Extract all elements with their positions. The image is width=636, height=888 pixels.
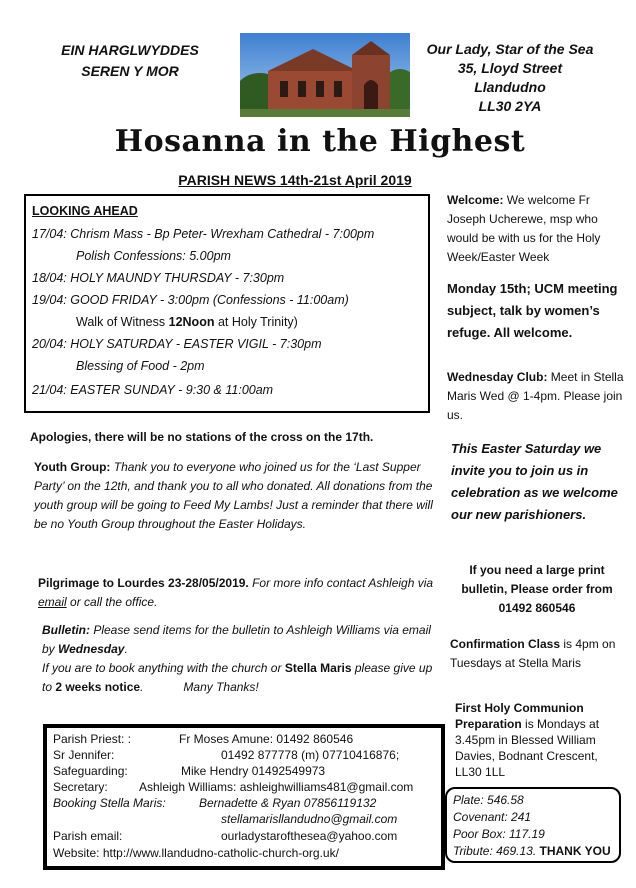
event-line: 21/04: EASTER SUNDAY - 9:30 & 11:00am (32, 383, 274, 397)
first-communion-notice (455, 700, 625, 780)
welcome-text: We welcome Fr Joseph Ucherewe, msp who would be with us for the Holy Week/Easter Week (447, 193, 601, 264)
contact-row (53, 748, 400, 762)
collection-covenant: Covenant: 241 (453, 810, 532, 824)
collections-box (445, 787, 621, 863)
youth-group-notice (34, 458, 434, 534)
contact-value: Mike Hendry 01492549973 (181, 764, 326, 778)
pilgrimage-tail: or call the office. (66, 595, 158, 609)
event-line: 18/04: HOLY MAUNDY THURSDAY - 7:30pm (32, 271, 285, 285)
website-link[interactable]: http://www.llandudno-catholic-church-org.uk/ (102, 846, 339, 860)
bulletin-label: Bulletin: (42, 623, 90, 637)
confirmation-label: Confirmation Class (450, 637, 561, 651)
looking-ahead-box (24, 194, 430, 413)
apologies-notice: Apologies, there will be no stations of the cross on the 17th. (30, 430, 374, 444)
welcome-notice (447, 191, 629, 267)
bulletin-notice: Bulletin: Please send items for the bulletin to Ashleigh Williams via email by Wednesday. If you are to book anything with the church or Stella Maris please give up to 2 weeks notice. Many Thanks! (42, 623, 433, 694)
first-communion-label: First Holy Communion Preparation (455, 701, 584, 731)
bulletin-text: Please send items for the bulletin to Ashleigh Williams via email by (42, 623, 431, 656)
church-photo (240, 33, 410, 117)
contact-label: Secretary: (53, 780, 108, 794)
church-address (410, 40, 610, 116)
welsh-church-name (40, 40, 220, 82)
bulletin-thanks: Many Thanks! (183, 680, 259, 694)
page-subtitle: PARISH NEWS 14th-21st April 2019 (178, 172, 412, 188)
event-line: 19/04: GOOD FRIDAY - 3:00pm (Confessions - 11:00am) (32, 293, 349, 307)
contact-box (43, 724, 445, 870)
booking-text: If you are to book anything with the church or (42, 661, 285, 675)
confirmation-text: is 4pm on Tuesdays at Stella Maris (450, 637, 616, 670)
booking-text-2: please give up to (42, 661, 433, 694)
first-communion-text: is Mondays at 3.45pm in Blessed William Davies, Bodnant Crescent, LL30 1LL (455, 717, 600, 779)
booking-notice-period: 2 weeks notice (55, 680, 141, 694)
wednesday-club-text: Meet in Stella Maris Wed @ 1-4pm. Please join us. (447, 370, 624, 422)
easter-saturday-notice: This Easter Saturday we invite you to join us in celebration as we welcome our new parishioners. (451, 441, 618, 522)
collection-plate: Plate: 546.58 (453, 793, 524, 807)
welsh-line-1: EIN HARGLWYDDES (61, 42, 199, 58)
youth-group-text: Thank you to everyone who joined us for the ‘Last Supper Party’ on the 12th, and thank you to all who donated. All donations from the youth group will be going to Feed My Lambs! Just a reminder that there will be no Youth Group throughout the Easter Holidays. (34, 460, 433, 531)
wednesday-club-notice (447, 368, 627, 425)
walk-witness-time: 12Noon (168, 315, 215, 329)
contact-label: Parish Priest: : (53, 732, 132, 746)
contact-value: Bernadette & Ryan 07856119132 (199, 796, 377, 810)
event-line: Polish Confessions: 5.00pm (76, 249, 231, 263)
pilgrimage-notice (38, 574, 434, 612)
contact-row (53, 764, 326, 778)
walk-witness-place: at Holy Trinity) (217, 315, 298, 329)
contact-value: 01492 877778 (m) 07710416876; (221, 748, 400, 762)
pilgrimage-label: Pilgrimage to Lourdes 23-28/05/2019. (38, 576, 249, 590)
contact-value: stellamarisllandudno@gmail.com (221, 812, 398, 826)
event-line (76, 315, 298, 329)
address-town: Llandudno (474, 79, 546, 95)
event-line: Blessing of Food - 2pm (76, 359, 205, 373)
walk-witness-text: Walk of Witness (76, 315, 166, 329)
event-line: 17/04: Chrism Mass - Bp Peter- Wrexham Cathedral - 7:00pm (32, 227, 375, 241)
contact-value: Fr Moses Amune: 01492 860546 (179, 732, 354, 746)
contact-label: Parish email: (53, 829, 123, 843)
contact-row (53, 780, 414, 794)
booking-venue: Stella Maris (284, 661, 352, 675)
youth-group-label: Youth Group: (34, 460, 111, 474)
collection-tribute: Tribute: 469.13. (453, 844, 537, 858)
welsh-line-2: SEREN Y MOR (81, 63, 179, 79)
collection-thank-you: THANK YOU (539, 844, 611, 858)
contact-label: Sr Jennifer: (53, 748, 115, 762)
large-print-notice: If you need a large print bulletin, Please order from 01492 860546 (461, 563, 613, 615)
ucm-notice: Monday 15th; UCM meeting subject, talk by women’s refuge. All welcome. (447, 281, 618, 340)
address-street: 35, Lloyd Street (457, 60, 563, 76)
bulletin-deadline: Wednesday (58, 642, 125, 656)
contact-row (53, 732, 354, 746)
contact-label: Booking Stella Maris: (53, 796, 166, 810)
address-postcode: LL30 2YA (478, 98, 542, 114)
confirmation-notice (450, 635, 626, 673)
page-title: Hosanna in the Highest (114, 124, 526, 159)
contact-row (53, 829, 398, 843)
event-line: 20/04: HOLY SATURDAY - EASTER VIGIL - 7:30pm (32, 337, 322, 351)
contact-value: Ashleigh Williams: ashleighwilliams481@gmail.com (139, 780, 414, 794)
collection-poor-box: Poor Box: 117.19 (453, 827, 545, 841)
contact-row (53, 796, 377, 810)
contact-value: ourladystarofthesea@yahoo.com (221, 829, 398, 843)
welcome-label: Welcome: (447, 193, 504, 207)
wednesday-club-label: Wednesday Club: (447, 370, 548, 384)
contact-label: Safeguarding: (53, 764, 128, 778)
contact-label: Website: (53, 846, 100, 860)
contact-row (53, 846, 339, 860)
church-name: Our Lady, Star of the Sea (426, 41, 594, 57)
email-link[interactable]: email (38, 595, 67, 609)
looking-ahead-heading: LOOKING AHEAD (32, 204, 138, 218)
collection-tribute-line (453, 844, 611, 858)
pilgrimage-text: For more info contact Ashleigh via (248, 576, 434, 590)
